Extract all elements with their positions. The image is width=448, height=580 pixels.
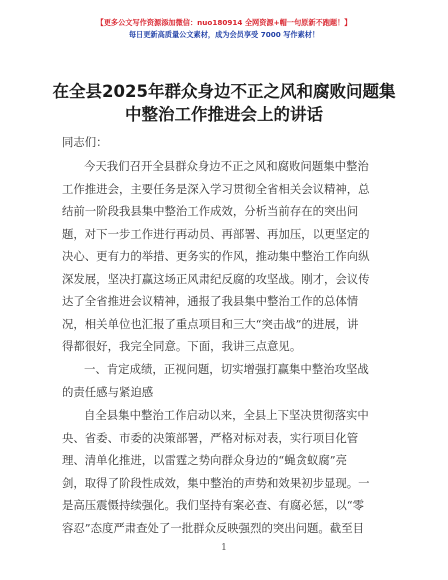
paragraph-line: 是高压震慑持续强化。我们坚持有案必查、有腐必惩，以“零 <box>62 498 364 512</box>
section-heading-1 <box>62 358 394 403</box>
paragraph-line: 结前一阶段我县集中整治工作成效，分析当前存在的突出问 <box>62 204 359 218</box>
paragraph-line: 央、省委、市委的决策部署，严格对标对表，实行项目化管 <box>62 430 359 445</box>
promo-banner-line-2: 每日更新高质量公文素材，成为会员享受 7000 写作素材！ <box>128 30 320 39</box>
paragraph-line: 深发展，坚决打赢这场正风肃纪反腐的攻坚战。刚才，会议传 <box>62 271 370 286</box>
paragraph-line: 决心、更有力的举措、更务实的作风，推动集中整治工作向纵 <box>62 249 370 263</box>
paragraph-line: 况，相关单位也汇报了重点项目和三大“突击战”的进展，讲 <box>62 316 359 331</box>
salutation-text: 同志们： <box>62 135 108 149</box>
paragraph-line: 题，对下一步工作进行再动员、再部署、再加压，以更坚定的 <box>62 226 370 241</box>
salutation <box>62 131 394 154</box>
paragraph-line: 今天我们召开全县群众身边不正之风和腐败问题集中整治 <box>84 159 369 173</box>
paragraph-line: 得都很好，我完全同意。下面，我讲三点意见。 <box>62 339 302 353</box>
promo-banner-line-1: 【更多公文写作资源添加微信：nuo180914 全网资源+帽一句原新不跑题！】 <box>96 18 352 27</box>
paragraph-intro <box>62 155 394 358</box>
document-title-line-2: 中整治工作推进会上的讲话 <box>125 105 323 124</box>
paragraph-line: 达了全省推进会议精神，通报了我县集中整治工作的总体情 <box>62 294 359 308</box>
section-heading-line: 的责任感与紧迫感 <box>62 384 154 399</box>
paragraph-line: 工作推进会，主要任务是深入学习贯彻全省相关会议精神，总 <box>62 181 370 196</box>
paragraph-achievements <box>62 404 394 539</box>
document-title <box>40 80 408 126</box>
paragraph-line: 剑，取得了阶段性成效，集中整治的声势和效果初步显现。一 <box>62 475 370 490</box>
paragraph-line: 容忍”态度严肃查处了一批群众反映强烈的突出问题。截至目 <box>62 520 364 535</box>
document-title-line-1: 在全县2025年群众身边不正之风和腐败问题集 <box>52 82 396 101</box>
page-number: 1 <box>221 543 227 553</box>
paragraph-line: 自全县集中整治工作启动以来，全县上下坚决贯彻落实中 <box>84 408 369 422</box>
paragraph-line: 理、清单化推进，以雷霆之势向群众身边的“蝇贪蚁腐”亮 <box>62 453 348 467</box>
section-heading-line: 一、肯定成绩，正视问题，切实增强打赢集中整治攻坚战 <box>84 362 369 376</box>
